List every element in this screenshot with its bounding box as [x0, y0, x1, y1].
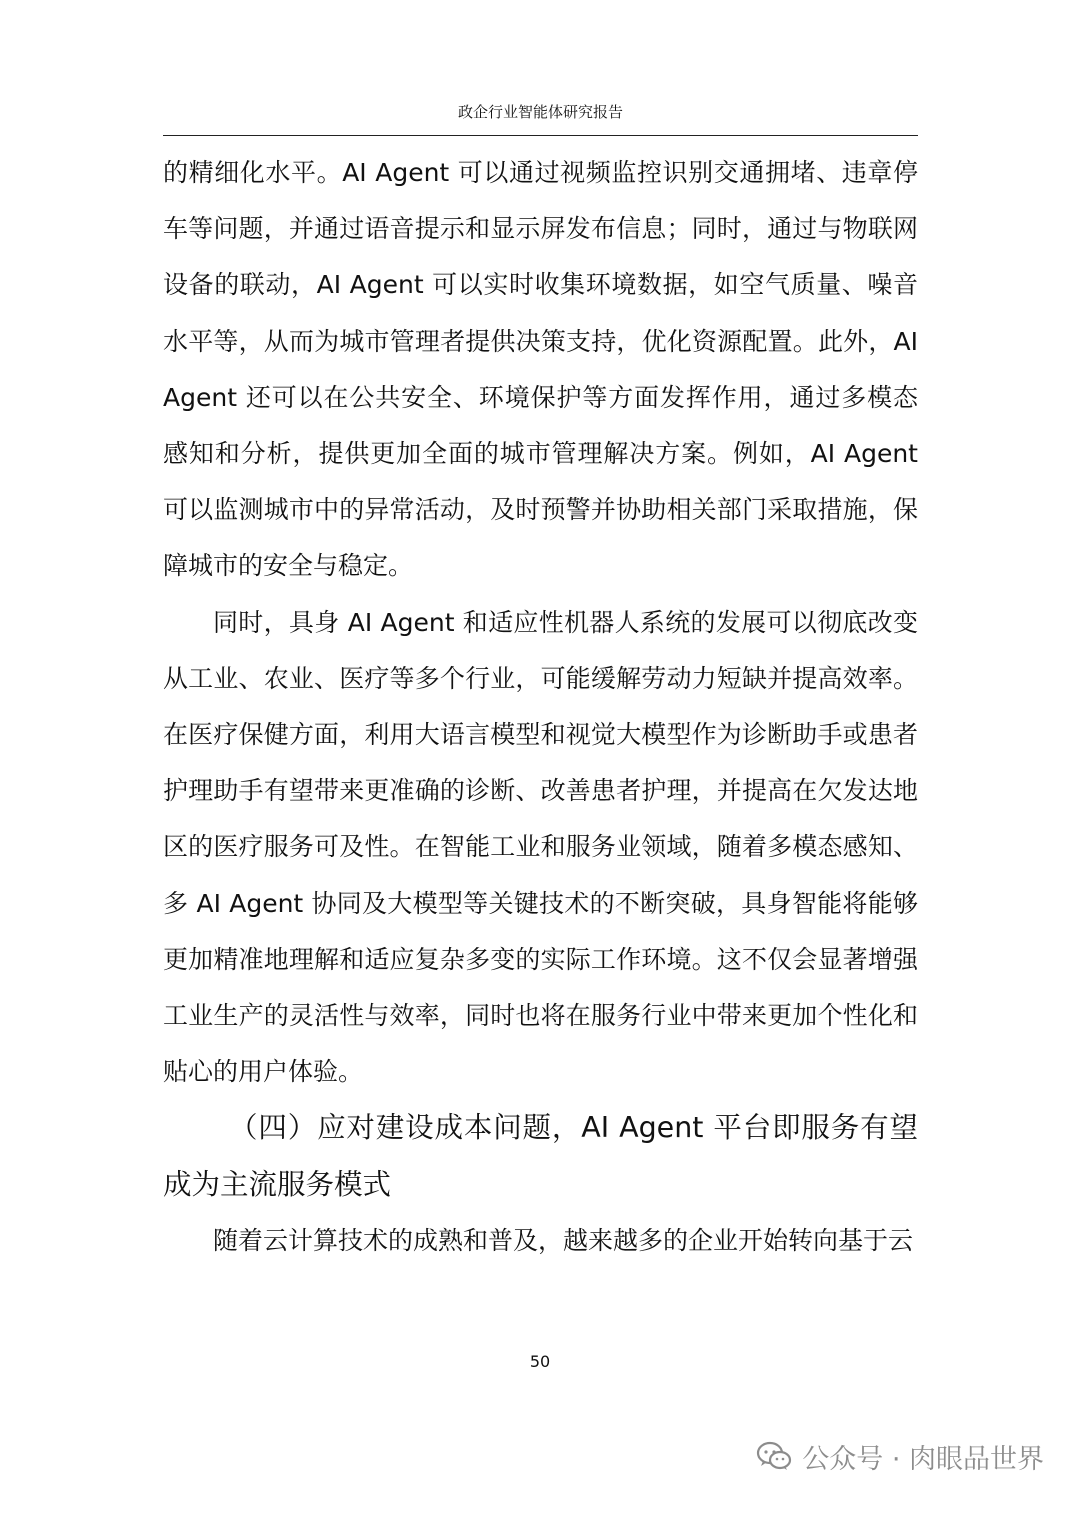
- wechat-icon: [756, 1441, 792, 1471]
- header-divider: [163, 135, 918, 136]
- section-heading-4: （四）应对建设成本问题，AI Agent 平台即服务有望成为主流服务模式: [163, 1111, 918, 1201]
- watermark-text: 公众号 · 肉眼品世界: [802, 1443, 1044, 1475]
- page-number: 50: [529, 1352, 551, 1371]
- watermark: [756, 1436, 1044, 1476]
- page-header-title: 政企行业智能体研究报告: [457, 103, 623, 121]
- paragraph-cloud-computing: 随着云计算技术的成熟和普及，越来越多的企业开始转向基于云: [213, 1225, 914, 1255]
- paragraph-smart-city-continued: 的精细化水平。AI Agent 可以通过视频监控识别交通拥堵、违章停车等问题，并通过语音提示和显示屏发布信息；同时，通过与物联网设备的联动，AI Agent 可以实时收集环境数据，如空气质量、噪音水平等，从而为城市管理者提供决策支持，优化资源配置。此外，AI Agent 还可以在公共安全、环境保护等方面发挥作用，通过多模态感知和分析，提供更加全面的城市管理解决方案。例如，AI Agent 可以监测城市中的异常活动，及时预警并协助相关部门采取措施，保障城市的安全与稳定。: [163, 158, 918, 581]
- paragraph-embodied-agents: 同时，具身 AI Agent 和适应性机器人系统的发展可以彻底改变从工业、农业、医疗等多个行业，可能缓解劳动力短缺并提高效率。在医疗保健方面，利用大语言模型和视觉大模型作为诊断助手或患者护理助手有望带来更准确的诊断、改善患者护理，并提高在欠发达地区的医疗服务可及性。在智能工业和服务业领域，随着多模态感知、多 AI Agent 协同及大模型等关键技术的不断突破，具身智能将能够更加精准地理解和适应复杂多变的实际工作环境。这不仅会显著增强工业生产的灵活性与效率，同时也将在服务行业中带来更加个性化和贴心的用户体验。: [163, 607, 918, 1087]
- document-body: [163, 145, 918, 1269]
